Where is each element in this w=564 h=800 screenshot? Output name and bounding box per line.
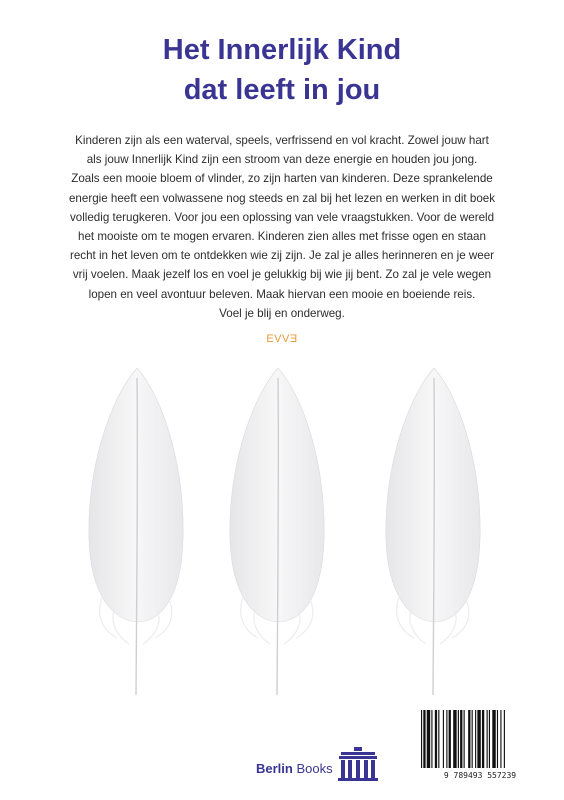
feather-image: [362, 360, 502, 705]
barcode-bar: [446, 710, 447, 768]
barcode-bar: [453, 710, 456, 768]
barcode-bars: [418, 708, 542, 770]
barcode-bar: [458, 710, 459, 768]
title-line-2: dat leeft in jou: [183, 74, 381, 106]
brandenburg-gate-icon: [337, 747, 379, 781]
blurb-line: Zoals een mooie bloem of vlinder, zo zijn harten van kinderen. Deze sprankelende: [71, 172, 493, 186]
publisher-logo: [256, 745, 379, 781]
barcode-bar: [489, 710, 490, 768]
barcode-bar: [472, 710, 473, 768]
barcode-bar: [427, 710, 430, 768]
back-cover-blurb: [62, 131, 502, 323]
blurb-line: lopen en veel avontuur beleven. Maak hiervan een mooie en boeiende reis.: [88, 287, 476, 301]
barcode-bar: [460, 710, 462, 768]
barcode-bar: [449, 710, 451, 768]
barcode-bar: [443, 710, 444, 768]
blurb-line: Kinderen zijn als een waterval, speels, verfrissend en vol kracht. Zowel jouw hart: [75, 134, 489, 147]
feather-illustrations: [0, 360, 564, 710]
blurb-line: recht in het leven om te ontdekken wie zij zijn. Je zal je alles herinneren en je weer: [69, 249, 495, 263]
barcode-bar: [464, 710, 465, 768]
barcode-bar: [482, 710, 484, 768]
barcode-bar: [497, 710, 498, 768]
barcode-bar: [423, 710, 425, 768]
feather-image: [65, 360, 205, 705]
barcode-bar: [487, 710, 488, 768]
blurb-line: vrij voelen. Maak jezelf los en voel je gelukkig bij wie jij bent. Zo zal je vele wegen: [72, 268, 492, 282]
barcode-bar: [475, 710, 476, 768]
isbn-digits: 9 789493 557239: [443, 771, 517, 780]
feather-image: [206, 360, 346, 705]
barcode-bar: [438, 710, 439, 768]
title-line-1: Het Innerlijk Kind: [162, 34, 402, 66]
barcode-bar: [500, 710, 501, 768]
isbn-barcode: [418, 708, 542, 780]
author-signature: EVVƎ: [266, 333, 298, 345]
publisher-name: [256, 761, 333, 781]
barcode-bar: [431, 710, 432, 768]
blurb-line: volledig terugkeren. Voor jou een oplossing van vele vraagstukken. Voor de wereld: [69, 210, 495, 224]
barcode-bar: [435, 710, 437, 768]
barcode-bar: [504, 710, 505, 768]
blurb-line: het mooiste om te mogen ervaren. Kinderen zien alles met frisse ogen en staan: [78, 230, 486, 244]
publisher-name-bold: Berlin: [256, 761, 293, 776]
blurb-line: als jouw Innerlijk Kind zijn een stroom van deze energie en houden jou jong.: [86, 153, 478, 167]
barcode-bar: [477, 710, 480, 768]
barcode-bar: [468, 710, 470, 768]
publisher-name-rest: Books: [292, 761, 333, 776]
book-title: [0, 30, 564, 110]
barcode-bar: [421, 710, 422, 768]
blurb-line: energie heeft een volwassene nog steeds en zal bij het lezen en werken in dit boek: [68, 191, 496, 205]
barcode-bar: [492, 710, 495, 768]
blurb-line: Voel je blij en onderweg.: [219, 306, 345, 320]
